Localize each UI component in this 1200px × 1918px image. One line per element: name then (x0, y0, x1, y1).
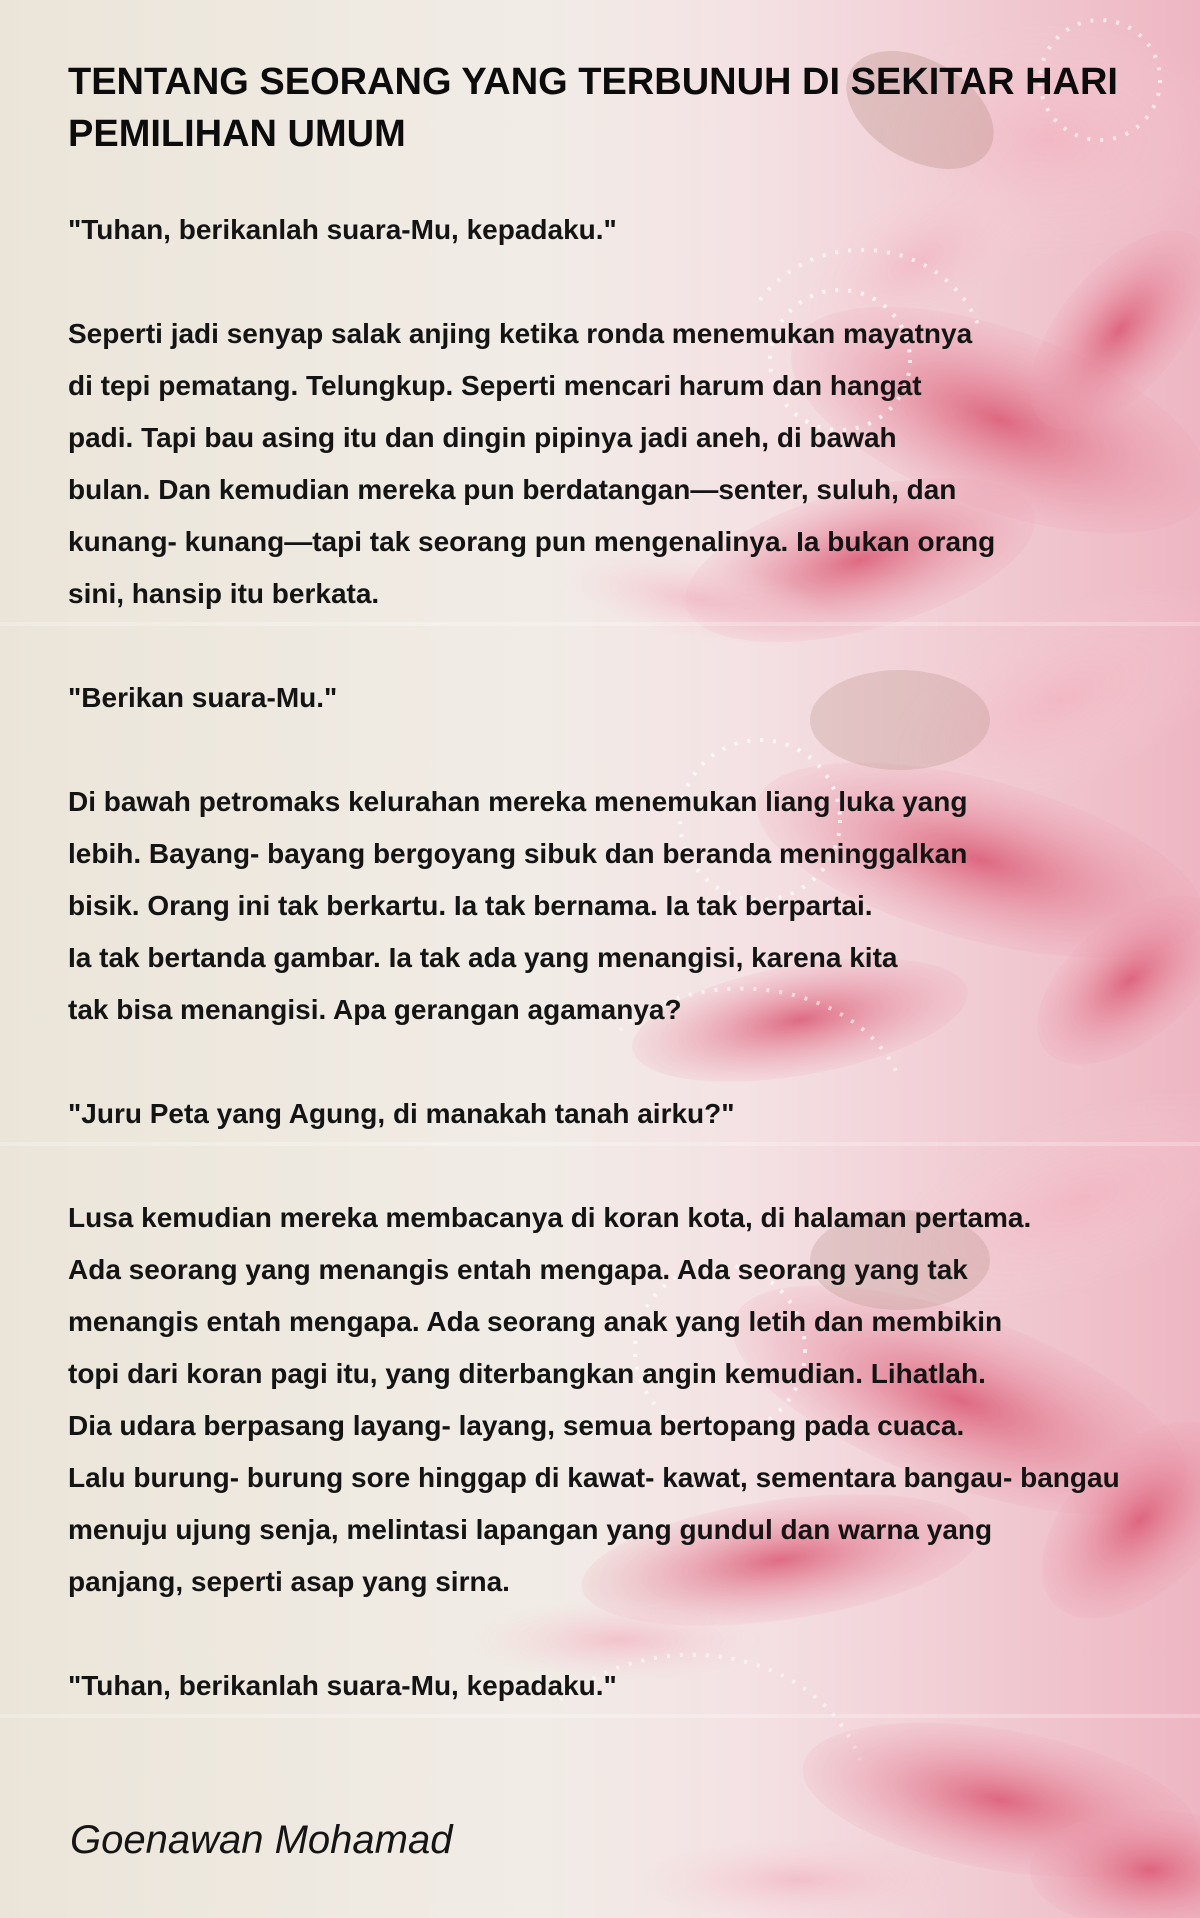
poem-line (68, 1036, 1120, 1088)
poem-author: Goenawan Mohamad (70, 1818, 453, 1862)
poem-line: "Tuhan, berikanlah suara-Mu, kepadaku." (68, 214, 617, 245)
poem-line: Lusa kemudian mereka membacanya di koran kota, di halaman pertama. (68, 1202, 1032, 1233)
poem-line (68, 724, 1120, 776)
poem-line: panjang, seperti asap yang sirna. (68, 1566, 510, 1597)
poem-title-line: TENTANG SEORANG YANG TERBUNUH DI SEKITAR HARI (68, 61, 1118, 103)
poem-line: bisik. Orang ini tak berkartu. Ia tak bernama. Ia tak berpartai. (68, 890, 873, 921)
poem-line: padi. Tapi bau asing itu dan dingin pipinya jadi aneh, di bawah (68, 422, 897, 453)
poem-line: Dia udara berpasang layang- layang, semua bertopang pada cuaca. (68, 1410, 965, 1441)
poem-line: "Berikan suara-Mu." (68, 682, 338, 713)
poem-line: bulan. Dan kemudian mereka pun berdatangan—senter, suluh, dan (68, 474, 957, 505)
poem-line: "Tuhan, berikanlah suara-Mu, kepadaku." (68, 1670, 617, 1701)
poem-line: Ia tak bertanda gambar. Ia tak ada yang menangisi, karena kita (68, 942, 898, 973)
poem-line: menangis entah mengapa. Ada seorang anak yang letih dan membikin (68, 1306, 1003, 1337)
poem-title-line: PEMILIHAN UMUM (68, 113, 406, 155)
poem-title (68, 56, 1200, 160)
poem-line (68, 1608, 1120, 1660)
poem-line: lebih. Bayang- bayang bergoyang sibuk dan beranda meninggalkan (68, 838, 968, 869)
poem-line (68, 256, 1120, 308)
poem-line: "Juru Peta yang Agung, di manakah tanah airku?" (68, 1098, 735, 1129)
poem-line: Lalu burung- burung sore hinggap di kawat- kawat, sementara bangau- bangau (68, 1462, 1120, 1493)
poem-body (68, 204, 1120, 1712)
poem-line: sini, hansip itu berkata. (68, 578, 380, 609)
poem-line: menuju ujung senja, melintasi lapangan yang gundul dan warna yang (68, 1514, 993, 1545)
poem-line: tak bisa menangisi. Apa gerangan agamanya? (68, 994, 682, 1025)
poem-line (68, 1140, 1120, 1192)
poem-line: Ada seorang yang menangis entah mengapa. Ada seorang yang tak (68, 1254, 968, 1285)
poem-line: Seperti jadi senyap salak anjing ketika ronda menemukan mayatnya (68, 318, 973, 349)
poem-line: di tepi pematang. Telungkup. Seperti mencari harum dan hangat (68, 370, 922, 401)
poem-line: Di bawah petromaks kelurahan mereka menemukan liang luka yang (68, 786, 968, 817)
poem-line: kunang- kunang—tapi tak seorang pun mengenalinya. Ia bukan orang (68, 526, 996, 557)
poem-line (68, 620, 1120, 672)
poem-line: topi dari koran pagi itu, yang diterbangkan angin kemudian. Lihatlah. (68, 1358, 986, 1389)
